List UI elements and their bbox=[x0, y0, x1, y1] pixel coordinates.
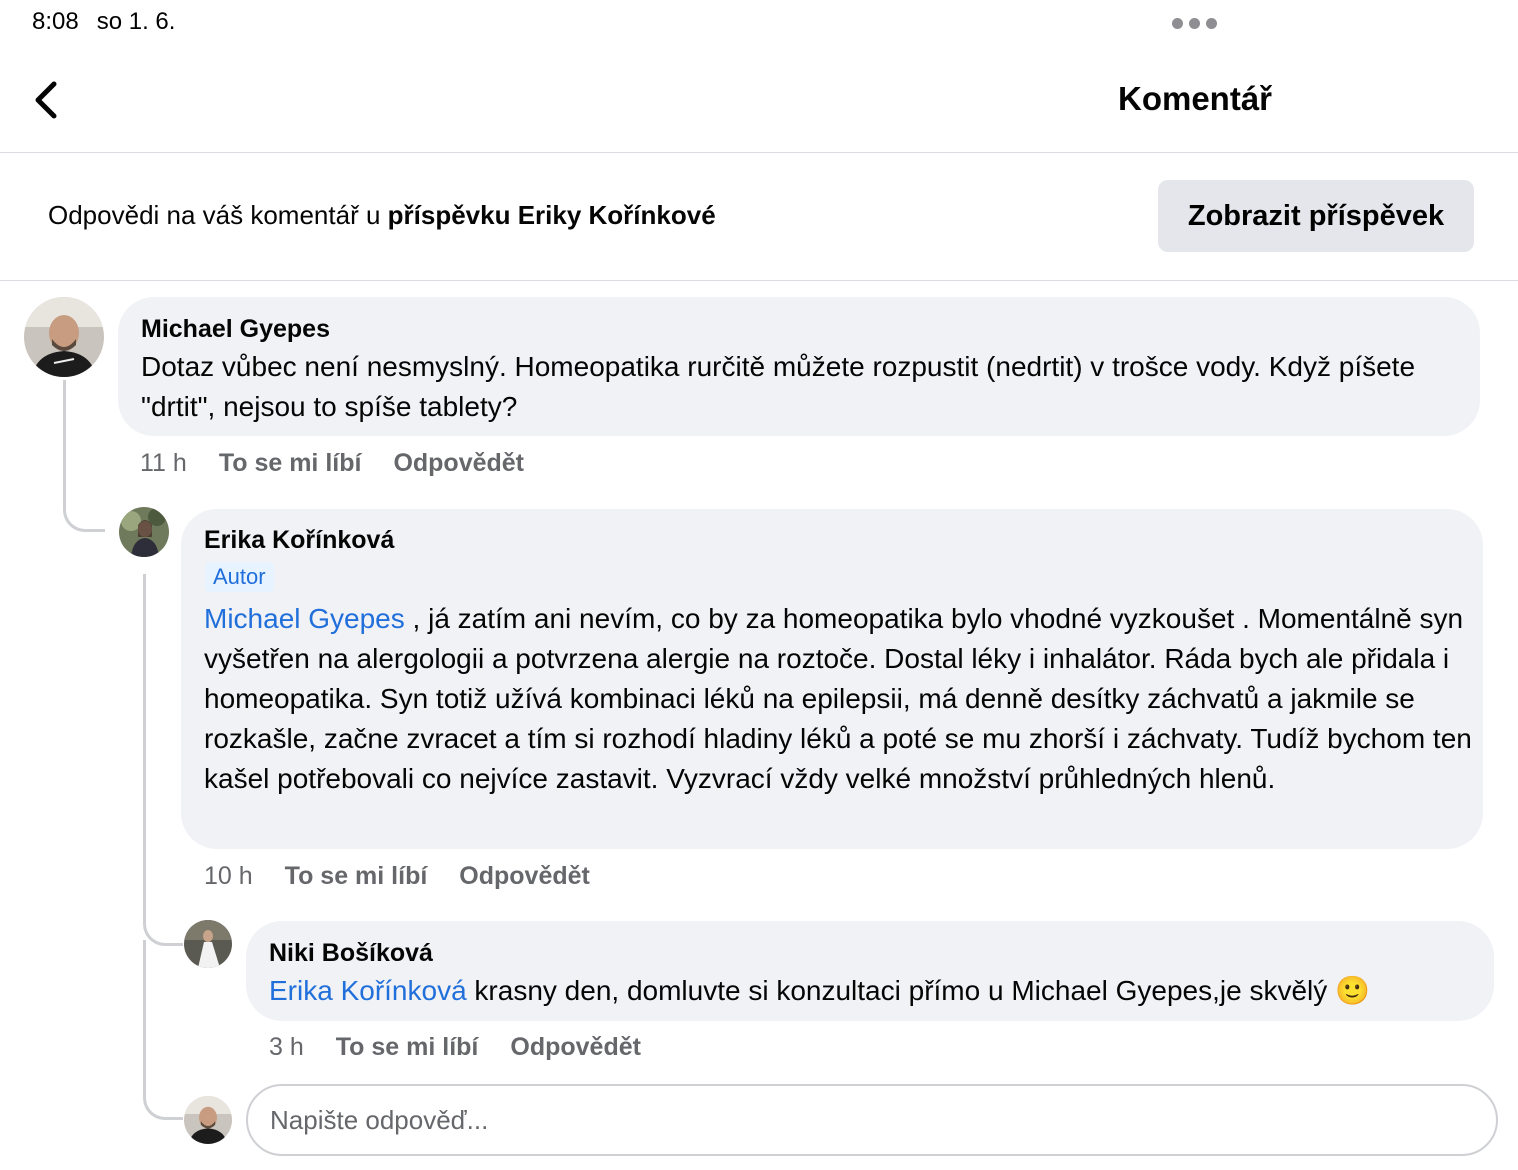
comment-body: , já zatím ani nevím, co by za homeopatika bylo vhodné vyzkoušet . Momentálně syn vyšetřen na alergologii a potvrzena alergie na roztoče. Dostal léky i inhalátor. Ráda bych ale přidala i homeopatika. Syn totiž užívá kombinaci léků na epilepsii, má denně desítky záchvatů a jakmile se rozkašle, začne zvracet a tím si rozhodí hladiny léků a poté se mu zhorší i záchvaty. Tudíž bychom ten kašel potřebovali co nejvíce zastavit. Vyzvrací vždy velké množství průhledných hlenů. bbox=[204, 603, 1472, 794]
comment-body: krasny den, domluvte si konzultaci přímo u Michael Gyepes,je skvělý bbox=[466, 975, 1328, 1006]
divider bbox=[0, 280, 1518, 281]
comment-time: 11 h bbox=[140, 449, 187, 477]
reply-button[interactable]: Odpovědět bbox=[510, 1033, 641, 1061]
mention-link[interactable]: Erika Kořínková bbox=[269, 975, 467, 1006]
like-button[interactable]: To se mi líbí bbox=[218, 449, 362, 477]
comment-author[interactable]: Niki Bošíková bbox=[269, 939, 433, 967]
comment-text bbox=[204, 599, 1474, 799]
like-button[interactable]: To se mi líbí bbox=[284, 862, 428, 890]
comment-actions bbox=[140, 449, 556, 478]
reply-button[interactable]: Odpovědět bbox=[459, 862, 590, 890]
comment-actions bbox=[204, 862, 622, 891]
avatar[interactable] bbox=[119, 507, 169, 557]
comment-time: 10 h bbox=[204, 862, 253, 890]
like-button[interactable]: To se mi líbí bbox=[335, 1033, 479, 1061]
comment-author[interactable]: Michael Gyepes bbox=[141, 315, 330, 343]
avatar[interactable] bbox=[24, 297, 104, 377]
multitasking-dots-icon[interactable] bbox=[1172, 18, 1217, 29]
reply-input[interactable] bbox=[246, 1084, 1498, 1156]
post-link[interactable]: příspěvku Eriky Kořínkové bbox=[387, 200, 716, 230]
reply-button[interactable]: Odpovědět bbox=[393, 449, 525, 477]
comment-actions bbox=[269, 1033, 673, 1062]
context-text bbox=[48, 200, 716, 231]
comment-text: Dotaz vůbec není nesmyslný. Homeopatika rurčitě můžete rozpustit (nedrtit) v trošce vody. Když píšete "drtit", nejsou to spíše tablety? bbox=[141, 351, 1416, 422]
comment-author[interactable]: Erika Kořínková bbox=[204, 526, 395, 554]
thread-line bbox=[143, 574, 183, 946]
view-post-button[interactable]: Zobrazit příspěvek bbox=[1158, 180, 1474, 252]
page-title: Komentář bbox=[1118, 80, 1273, 117]
thread-line bbox=[63, 380, 105, 532]
context-prefix: Odpovědi na váš komentář u bbox=[48, 200, 388, 230]
smile-emoji-icon: 🙂 bbox=[1335, 975, 1370, 1006]
avatar[interactable] bbox=[184, 920, 232, 968]
status-date: so 1. 6. bbox=[96, 8, 176, 35]
thread-line bbox=[143, 940, 183, 1120]
avatar bbox=[184, 1096, 232, 1144]
comment-bubble bbox=[181, 509, 1483, 849]
status-bar bbox=[32, 8, 175, 36]
chevron-left-icon bbox=[30, 78, 70, 122]
comment-text bbox=[269, 971, 1484, 1011]
divider bbox=[0, 152, 1518, 153]
author-badge: Autor bbox=[205, 562, 274, 592]
back-button[interactable] bbox=[30, 78, 70, 122]
status-time: 8:08 bbox=[32, 8, 79, 35]
mention-link[interactable]: Michael Gyepes bbox=[204, 603, 405, 634]
comment-bubble bbox=[246, 921, 1494, 1021]
comment-bubble bbox=[118, 297, 1480, 436]
comment-time: 3 h bbox=[269, 1033, 304, 1061]
